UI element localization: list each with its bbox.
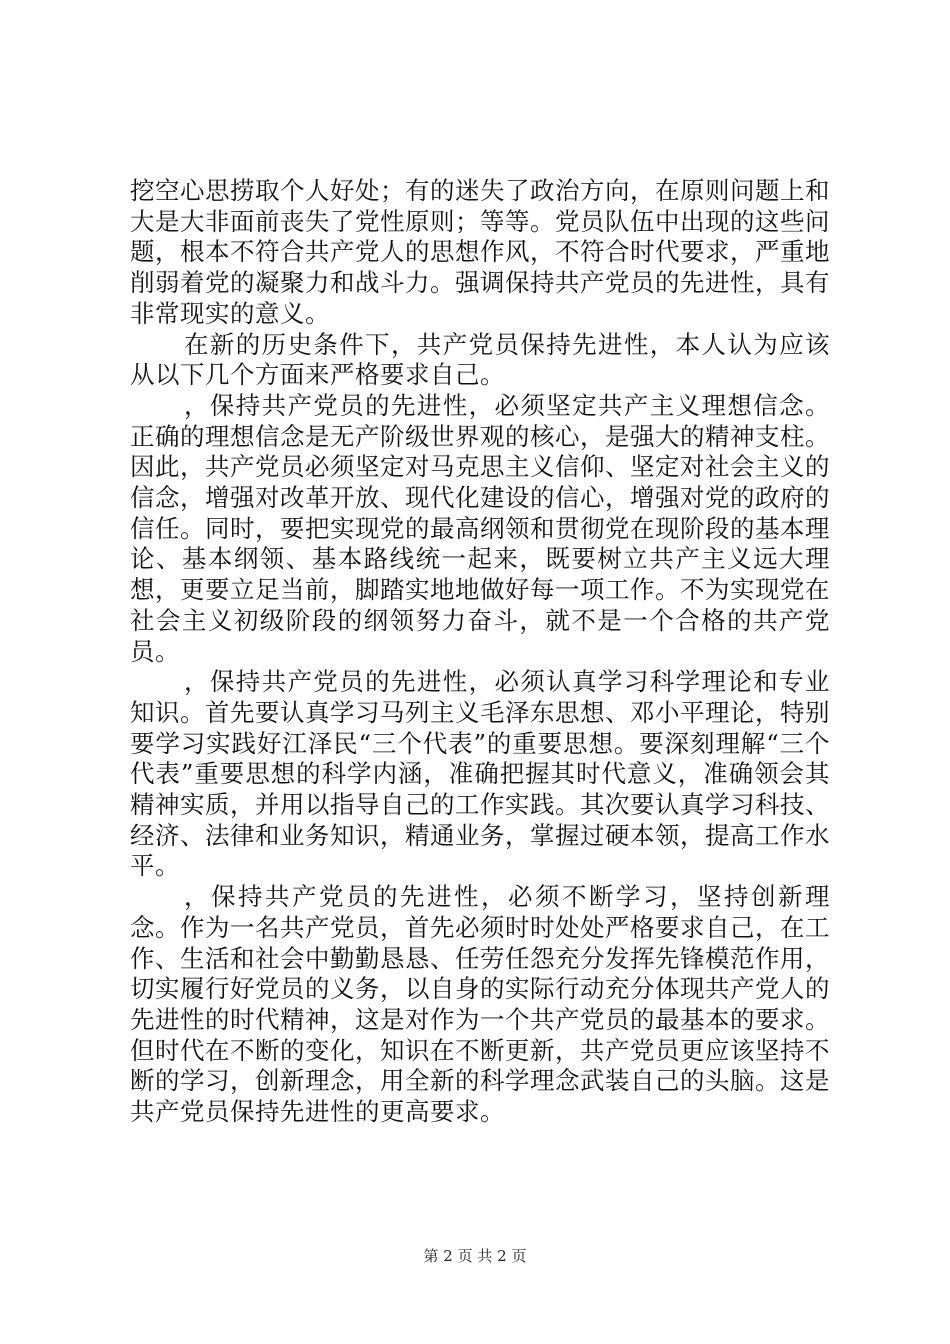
paragraph-1: 挖空心思捞取个人好处；有的迷失了政治方向，在原则问题上和大是大非面前丧失了党性原则；等等。党员队伍中出现的这些问题，根本不符合共产党人的思想作风，不符合时代要求，严重地削弱着党的凝聚力和战斗力。强调保持共产党员的先进性，具有非常现实的意义。 (130, 176, 830, 328)
page-footer: 第 2 页 共 2 页 (423, 1247, 527, 1265)
paragraph-4: ，保持共产党员的先进性，必须认真学习科学理论和专业知识。首先要认真学习马列主义毛泽东思想、邓小平理论，特别要学习实践好江泽民“三个代表”的重要思想。要深刻理解“三个代表”重要思想的科学内涵，准确把握其时代意义，准确领会其精神实质，并用以指导自己的工作实践。其次要认真学习科技、经济、法律和业务知识，精通业务，掌握过硬本领，提高工作水平。 (130, 667, 830, 881)
paragraph-2: 在新的历史条件下，共产党员保持先进性，本人认为应该从以下几个方面来严格要求自己。 (130, 329, 830, 390)
paragraph-3: ，保持共产党员的先进性，必须坚定共产主义理想信念。正确的理想信念是无产阶级世界观的核心，是强大的精神支柱。因此，共产党员必须坚定对马克思主义信仰、坚定对社会主义的信念，增强对改革开放、现代化建设的信心，增强对党的政府的信任。同时，要把实现党的最高纲领和贯彻党在现阶段的基本理论、基本纲领、基本路线统一起来，既要树立共产主义远大理想，更要立足当前，脚踏实地地做好每一项工作。不为实现党在社会主义初级阶段的纲领努力奋斗，就不是一个合格的共产党员。 (130, 390, 830, 666)
document-body (130, 176, 830, 1128)
paragraph-5: ，保持共产党员的先进性，必须不断学习，坚持创新理念。作为一名共产党员，首先必须时时处处严格要求自己，在工作、生活和社会中勤勤恳恳、任劳任怨充分发挥先锋模范作用，切实履行好党员的义务，以自身的实际行动充分体现共产党人的先进性的时代精神，这是对作为一个共产党员的最基本的要求。但时代在不断的变化，知识在不断更新，共产党员更应该坚持不断的学习，创新理念，用全新的科学理念武装自己的头脑。这是共产党员保持先进性的更高要求。 (130, 882, 830, 1127)
